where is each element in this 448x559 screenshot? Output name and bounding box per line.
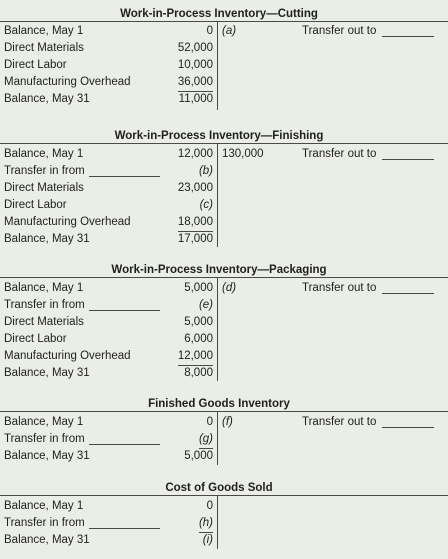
row-label: Balance, May 1	[4, 148, 84, 160]
debit-row	[0, 214, 448, 231]
balance-row	[0, 231, 448, 248]
fill-in-blank	[89, 528, 160, 529]
row-label: Transfer in from	[4, 299, 85, 311]
fill-in-blank	[382, 159, 434, 160]
row-label: Direct Labor	[4, 59, 67, 71]
account-rule	[0, 21, 448, 22]
row-label: Balance, May 1	[4, 282, 84, 294]
row-amount: 0	[206, 416, 213, 428]
credit-amount: (d)	[222, 282, 237, 294]
row-label: Transfer in from	[4, 517, 85, 529]
row-label: Direct Labor	[4, 199, 67, 211]
row-amount: (e)	[198, 299, 213, 311]
row-amount: 5,000	[184, 450, 213, 462]
debit-row	[0, 197, 448, 214]
account-rule	[0, 277, 448, 278]
fill-in-blank	[89, 310, 160, 311]
row-label: Balance, May 31	[4, 367, 90, 379]
row-amount: 5,000	[184, 282, 213, 294]
credit-amount: (a)	[222, 25, 237, 37]
row-label: Manufacturing Overhead	[4, 76, 131, 88]
row-label: Balance, May 31	[4, 450, 90, 462]
account-title: Finished Goods Inventory	[148, 398, 290, 410]
balance-row	[0, 91, 448, 108]
row-label: Balance, May 1	[4, 500, 84, 512]
row-amount: 0	[206, 25, 213, 37]
row-amount: 8,000	[184, 367, 213, 379]
row-amount: 52,000	[177, 42, 213, 54]
debit-row	[0, 498, 448, 515]
row-amount: 5,000	[184, 316, 213, 328]
debit-row	[0, 280, 448, 297]
row-label: Direct Materials	[4, 182, 84, 194]
debit-row	[0, 414, 448, 431]
row-label: Balance, May 31	[4, 534, 90, 546]
account-title: Work-in-Process Inventory—Packaging	[111, 264, 327, 276]
account-rule	[0, 143, 448, 144]
row-label: Balance, May 1	[4, 25, 84, 37]
row-amount: (c)	[199, 199, 213, 211]
debit-row	[0, 163, 448, 180]
row-label: Transfer in from	[4, 433, 85, 445]
row-amount: 10,000	[177, 59, 213, 71]
row-label: Balance, May 31	[4, 93, 90, 105]
row-amount: 6,000	[184, 333, 213, 345]
fill-in-blank	[89, 176, 160, 177]
row-amount: (b)	[198, 165, 213, 177]
fill-in-blank	[382, 36, 434, 37]
debit-row	[0, 146, 448, 163]
account-title: Cost of Goods Sold	[165, 482, 273, 494]
fill-in-blank	[382, 427, 434, 428]
debit-row	[0, 180, 448, 197]
fill-in-blank	[89, 444, 160, 445]
credit-amount: 130,000	[222, 148, 264, 160]
credit-label: Transfer out to	[302, 282, 377, 294]
debit-row	[0, 431, 448, 448]
balance-row	[0, 532, 448, 549]
row-amount: (g)	[199, 431, 213, 449]
credit-label: Transfer out to	[302, 148, 377, 160]
debit-row	[0, 314, 448, 331]
row-amount: 17,000	[177, 233, 213, 245]
balance-row	[0, 365, 448, 382]
row-label: Balance, May 31	[4, 233, 90, 245]
row-amount: (i)	[202, 534, 213, 546]
row-amount: 12,000	[178, 348, 213, 366]
row-label: Balance, May 1	[4, 416, 84, 428]
row-amount: 11,000	[178, 93, 213, 105]
row-amount: 18,000	[178, 214, 213, 232]
account-title: Work-in-Process Inventory—Cutting	[120, 8, 318, 20]
row-amount: (h)	[199, 515, 213, 533]
debit-row	[0, 40, 448, 57]
row-amount: 12,000	[177, 148, 213, 160]
row-amount: 23,000	[177, 182, 213, 194]
fill-in-blank	[382, 293, 434, 294]
row-label: Manufacturing Overhead	[4, 216, 131, 228]
credit-amount: (f)	[222, 416, 233, 428]
credit-label: Transfer out to	[302, 25, 377, 37]
row-label: Direct Labor	[4, 333, 67, 345]
account-rule	[0, 411, 448, 412]
account-rule	[0, 495, 448, 496]
debit-row	[0, 23, 448, 40]
credit-label: Transfer out to	[302, 416, 377, 428]
debit-row	[0, 348, 448, 365]
debit-row	[0, 515, 448, 532]
debit-row	[0, 57, 448, 74]
debit-row	[0, 331, 448, 348]
balance-row	[0, 448, 448, 465]
row-amount: 0	[206, 500, 213, 512]
row-label: Manufacturing Overhead	[4, 350, 131, 362]
debit-row	[0, 74, 448, 91]
account-title: Work-in-Process Inventory—Finishing	[114, 130, 324, 142]
debit-row	[0, 297, 448, 314]
row-label: Transfer in from	[4, 165, 85, 177]
row-label: Direct Materials	[4, 42, 84, 54]
row-amount: 36,000	[178, 74, 213, 92]
row-label: Direct Materials	[4, 316, 84, 328]
